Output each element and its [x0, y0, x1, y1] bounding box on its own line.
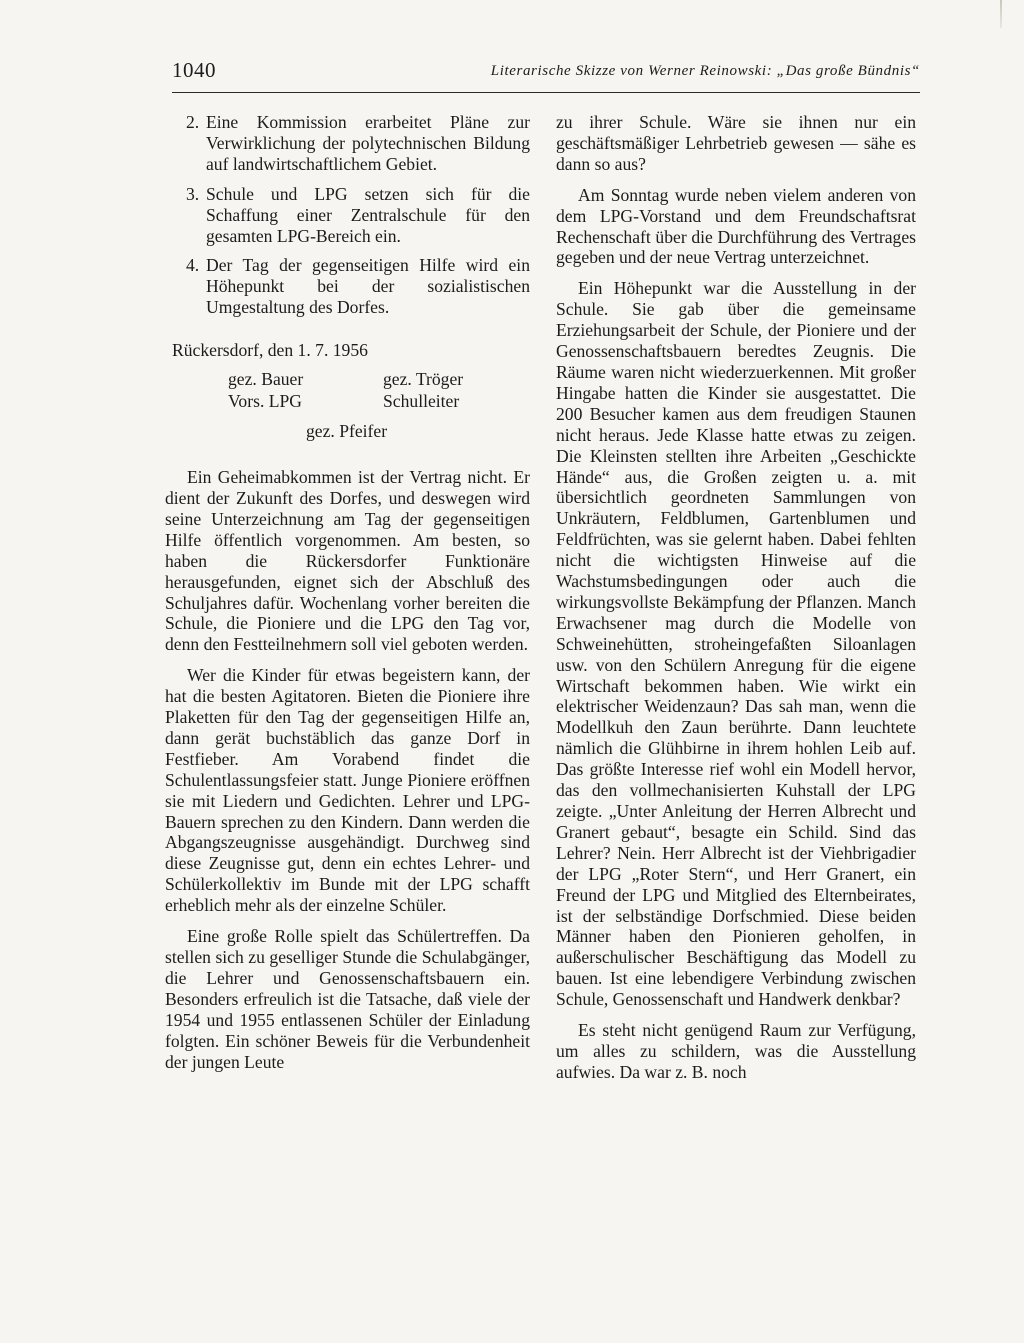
list-item-text: Schule und LPG setzen sich für die Schaffung einer Zentralschule für den gesamten LPG-Bereich ein.	[206, 183, 530, 246]
right-column	[556, 112, 916, 1083]
list-item-number: 3.	[186, 183, 200, 204]
signature-role-lpg: Vors. LPG	[228, 391, 302, 412]
list-item-number: 4.	[186, 255, 200, 276]
list-item-number: 2.	[186, 112, 200, 132]
left-column	[165, 112, 530, 1072]
scan-edge-mark	[1000, 0, 1002, 28]
paragraph: Wer die Kinder für etwas begeistern kann, der hat die besten Agitatoren. Bieten die Pioniere ihre Plaketten für den Tag der gegenseitigen Hilfe an, dann gerät buchstäblich das ganze Dorf in Festfieber. Am Vorabend findet die Schulentlassungsfeier statt. Junge Pioniere eröffnen sie mit Liedern und Gedichten. Lehrer und LPG-Bauern sprechen zu den Kindern. Dann werden die Abgangszeugnisse ausgehändigt. Durchweg sind diese Zeugnisse gut, denn ein echtes Lehrer- und Schülerkollektiv im Bunde mit der LPG schafft erheblich mehr als der einzelne Schüler.	[165, 665, 530, 916]
numbered-list	[165, 112, 530, 318]
page-number: 1040	[172, 58, 216, 82]
running-title: Literarische Skizze von Werner Reinowski: „Das große Bündnis“	[490, 63, 920, 79]
paragraph: zu ihrer Schule. Wäre sie ihnen nur ein geschäftsmäßiger Lehrbetrieb gewesen — sähe es dann so aus?	[556, 112, 916, 174]
paragraph: Es steht nicht genügend Raum zur Verfügung, um alles zu schildern, was die Ausstellung aufwies. Da war z. B. noch	[556, 1020, 916, 1082]
signature-troeger: gez. Tröger	[383, 369, 464, 390]
paragraph: Am Sonntag wurde neben vielem anderen von dem LPG-Vorstand und dem Freundschaftsrat Rechenschaft über die Durchführung des Vertrages gegeben und der neue Vertrag unterzeichnet.	[556, 184, 916, 268]
list-item-text: Eine Kommission erarbeitet Pläne zur Verwirklichung der polytechnischen Bildung auf landwirtschaftlichem Gebiet.	[206, 112, 530, 174]
signature-row	[165, 369, 530, 391]
list-item	[165, 112, 530, 175]
list-item	[165, 255, 530, 318]
list-item	[165, 184, 530, 247]
list-item-text: Der Tag der gegenseitigen Hilfe wird ein Höhepunkt bei der sozialistischen Umgestaltung des Dorfes.	[206, 255, 530, 318]
dateline: Rückersdorf, den 1. 7. 1956	[172, 340, 368, 361]
signature-block	[165, 369, 530, 443]
left-body-text	[165, 467, 530, 1072]
signature-role-schulleiter: Schulleiter	[383, 391, 460, 412]
page-header	[172, 58, 920, 93]
paragraph: Eine große Rolle spielt das Schülertreffen. Da stellen sich zu geselliger Stunde die Schulabgänger, die Lehrer und Genossenschaftsbauern ein. Besonders erfreulich ist die Tatsache, daß viele der 1954 und 1955 entlassenen Schüler der Einladung folgten. Ein schöner Beweis für die Verbundenheit der jungen Leute	[165, 926, 530, 1072]
paragraph: Ein Höhepunkt war die Ausstellung in der Schule. Sie gab über die gemeinsame Erziehungsarbeit der Schule, der Pioniere und der Genossenschaftsbauern beredtes Zeugnis. Die Räume waren nicht wiederzuerkennen. Mit großer Hingabe hatten die Kinder sie ausgestattet. Die 200 Besucher kamen aus dem freudigen Staunen nicht heraus. Jede Klasse hatte etwas zu zeigen. Die Kleinsten stellten ihre Arbeiten „Geschickte Hände“ aus, die Großen zeigten u. a. mit übersichtlich geordneten Sammlungen von Unkräutern, Feldblumen, Gartenblumen und Feldfrüchten, was sie gelernt haben. Dabei fehlten nicht die wichtigsten Hinweise auf die Wachstumsbedingungen oder auch die wirkungsvollste Bekämpfung der Pflanzen. Manch Erwachsener mag durch die Modelle von Schweinehütten, stroheingefaßten Siloanlagen usw. von den Schülern Anregung für die eigene Wirtschaft bekommen haben. Wie wirkt ein elektrischer Weidenzaun? Das sah man, wenn die Modellkuh den Zaun berührte. Dann leuchtete nämlich die Glühbirne in ihrem hohlen Leib auf. Das größte Interesse rief wohl ein Modell hervor, das den vollmechanisierten Kuhstall der LPG zeigte. „Unter Anleitung der Herren Albrecht und Granert gebaut“, besagte ein Schild. Sind das Lehrer? Nein. Herr Albrecht ist der Viehbrigadier der LPG „Roter Stern“, und Herr Granert, ein Freund der LPG und Mitglied des Elternbeirates, ist der selbständige Dorfschmied. Diese beiden Männer haben den Pionieren geholfen, in außerschulischer Beschäftigung das Modell zu bauen. Ist eine lebendigere Verbindung zwischen Schule, Genossenschaft und Handwerk denkbar?	[556, 278, 916, 1010]
signature-row	[165, 391, 530, 413]
paragraph: Ein Geheimabkommen ist der Vertrag nicht. Er dient der Zukunft des Dorfes, und deswegen wird seine Unterzeichnung am Tag der gegenseitigen Hilfe öffentlich vorgenommen. Am besten, so haben die Rückersdorfer Funktionäre herausgefunden, eignet sich der Abschluß des Schuljahres dafür. Wochenlang vorher bereiten die Schule, die Pioniere und die LPG den Tag vor, denn den Festteilnehmern soll viel geboten werden.	[165, 467, 530, 655]
signature-bauer: gez. Bauer	[228, 369, 304, 390]
signature-pfeifer: gez. Pfeifer	[306, 421, 388, 442]
